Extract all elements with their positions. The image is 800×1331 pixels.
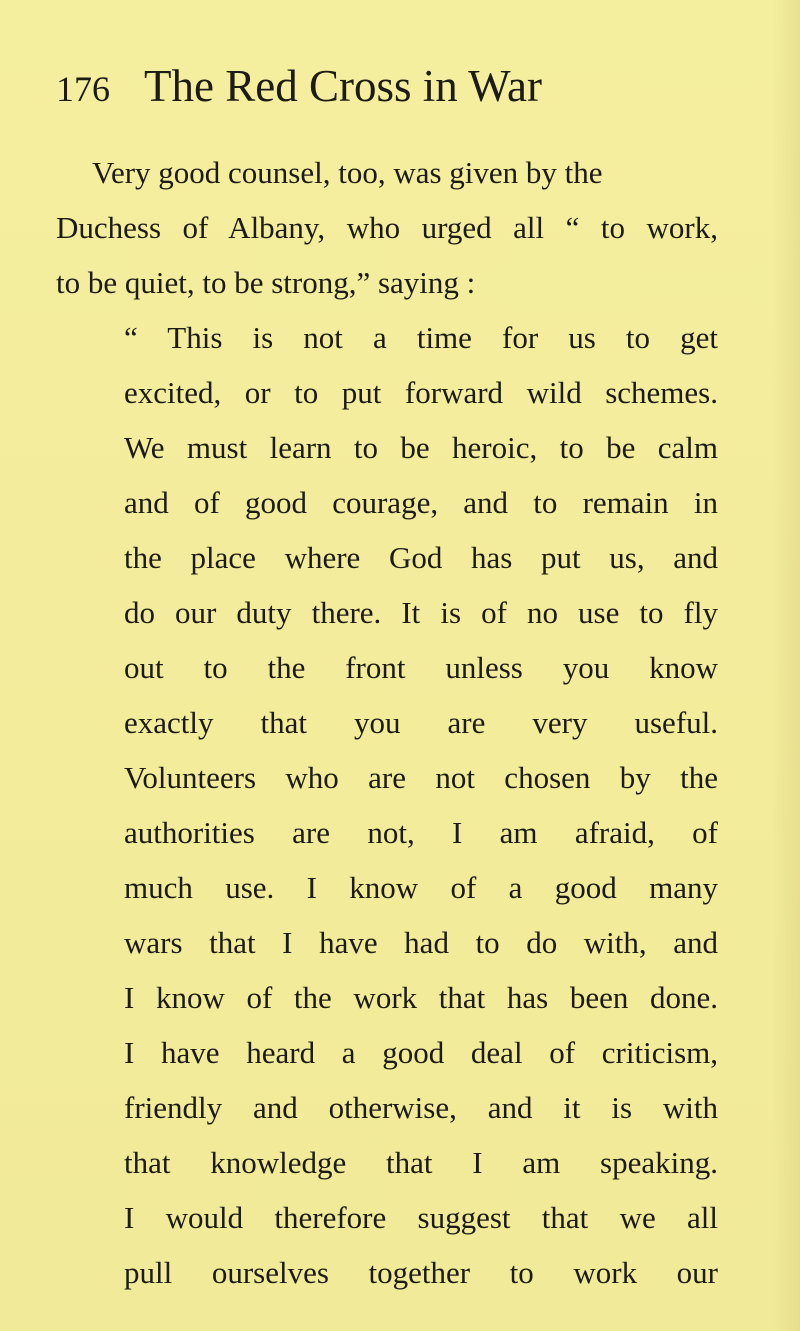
text-line: to be quiet, to be strong,” saying : (56, 265, 476, 300)
page-header (56, 62, 542, 113)
text-line: I have heard a good deal of criticism, (124, 1035, 718, 1070)
text-line: out to the front unless you know (124, 650, 718, 685)
text-line: do our duty there. It is of no use to fly (124, 595, 718, 630)
text-line: much use. I know of a good many (124, 870, 718, 905)
text-line: We must learn to be heroic, to be calm (124, 430, 718, 465)
page-edge-shadow (772, 0, 800, 1331)
text-line: I would therefore suggest that we all (124, 1200, 718, 1235)
running-title: The Red Cross in War (144, 61, 542, 111)
text-line: the place where God has put us, and (124, 540, 718, 575)
text-line: that knowledge that I am speaking. (124, 1145, 718, 1180)
text-line: “ This is not a time for us to get (124, 320, 718, 355)
text-line: excited, or to put forward wild schemes. (124, 375, 718, 410)
text-line: Volunteers who are not chosen by the (124, 760, 718, 795)
text-line: friendly and otherwise, and it is with (124, 1090, 718, 1125)
body-text (56, 145, 718, 1300)
text-line: Duchess of Albany, who urged all “ to work, (56, 210, 718, 245)
text-line: Very good counsel, too, was given by the (92, 155, 603, 190)
text-line: and of good courage, and to remain in (124, 485, 718, 520)
text-line: pull ourselves together to work our (124, 1255, 718, 1290)
text-line: I know of the work that has been done. (124, 980, 718, 1015)
text-line: wars that I have had to do with, and (124, 925, 718, 960)
page-number: 176 (56, 69, 110, 109)
text-line: authorities are not, I am afraid, of (124, 815, 718, 850)
text-line: exactly that you are very useful. (124, 705, 718, 740)
